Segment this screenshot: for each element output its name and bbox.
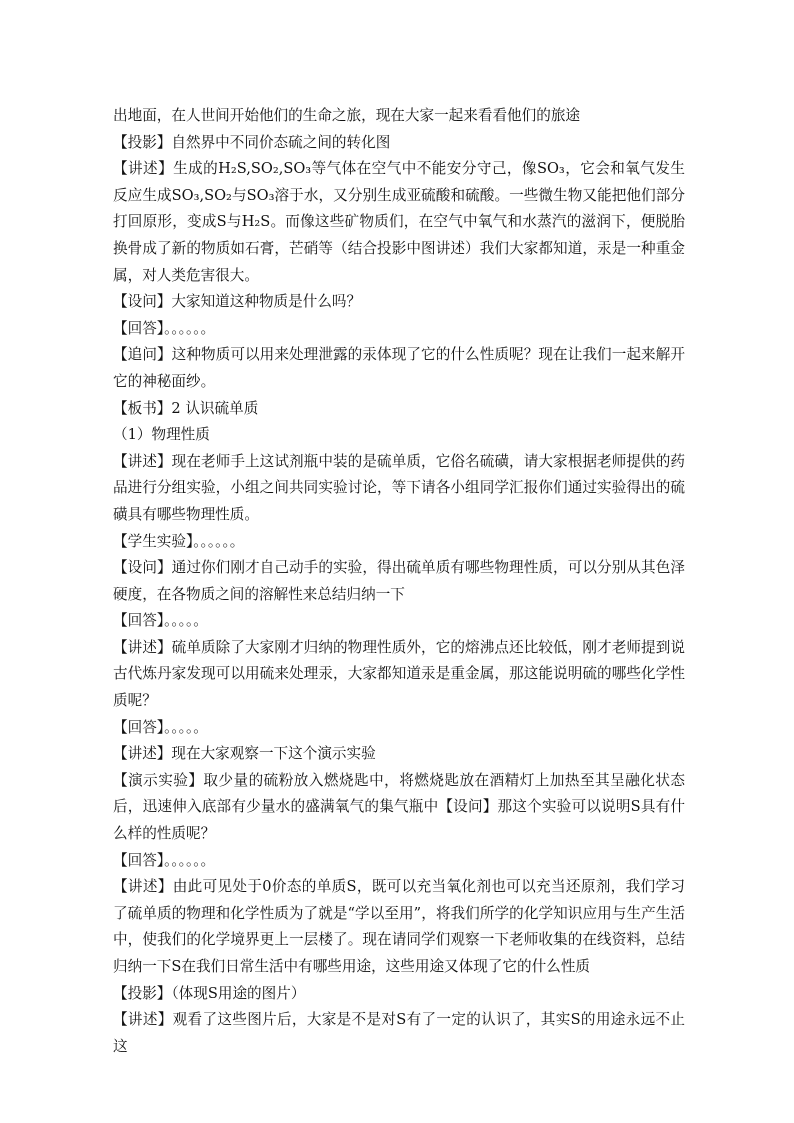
paragraph-intro: 出地面，在人世间开始他们的生命之旅，现在大家一起来看看他们的旅途 xyxy=(113,107,581,124)
paragraph-tag: 【讲述】 xyxy=(113,1011,173,1029)
paragraph-student-experiment: 【学生实验】。。。。。。 xyxy=(113,532,245,550)
paragraph-answer: 【回答】。。。。。 xyxy=(113,612,208,630)
paragraph-projection: 【投影】（体现S用途的图片） xyxy=(113,984,306,1002)
paragraph-subheading: （1）物理性质 xyxy=(113,426,210,444)
paragraph-tag: 【回答】 xyxy=(113,718,165,736)
paragraph-narration: 【讲述】现在大家观察一下这个演示实验 xyxy=(113,745,376,763)
paragraph-tag: 【讲述】 xyxy=(113,452,172,470)
paragraph-tag: 【讲述】 xyxy=(113,745,172,763)
paragraph-answer: 【回答】。。。。。 xyxy=(113,718,208,736)
paragraph-tag: 【投影】 xyxy=(113,984,172,1002)
paragraph-narration: 【讲述】硫单质除了大家刚才归纳的物理性质外，它的熔沸点还比较低，刚才老师提到说古代炼丹家发现可以用硫来处理汞，大家都知道汞是重金属，那这能说明硫的哪些化学性质呢？ xyxy=(113,638,685,710)
paragraph-tag: 【回答】 xyxy=(113,851,165,869)
paragraph-demo-experiment: 【演示实验】取少量的硫粉放入燃烧匙中，将燃烧匙放在酒精灯上加热至其呈融化状态后，迅速伸入底部有少量水的盛满氧气的集气瓶中【设问】那这个实验可以说明S具有什么样的性质呢？ xyxy=(113,771,685,843)
paragraph-question: 【设问】大家知道这种物质是什么吗？ xyxy=(113,293,362,311)
paragraph-tag: 【板书】 xyxy=(113,399,172,417)
paragraph-projection: 【投影】自然界中不同价态硫之间的转化图 xyxy=(113,133,391,151)
paragraph-board: 【板书】2 认识硫单质 xyxy=(113,399,259,417)
paragraph-tag: 【追问】 xyxy=(113,346,172,364)
paragraph-tag: 【讲述】 xyxy=(113,160,174,178)
paragraph-tag: 【学生实验】 xyxy=(113,532,194,550)
paragraph-answer: 【回答】。。。。。。 xyxy=(113,319,216,337)
paragraph-narration: 【讲述】现在老师手上这试剂瓶中装的是硫单质，它俗名硫磺，请大家根据老师提供的药品进行分组实验，小组之间共同实验讨论，等下请各小组同学汇报你们通过实验得出的硫磺具有哪些物理性质。 xyxy=(113,452,685,523)
paragraph-follow-up: 【追问】这种物质可以用来处理泄露的汞体现了它的什么性质呢？现在让我们一起来解开它的神秘面纱。 xyxy=(113,346,685,390)
paragraph-tag: 【投影】 xyxy=(113,133,172,151)
paragraph-narration: 【讲述】生成的H₂S,SO₂,SO₃等气体在空气中不能安分守己，像SO₃，它会和氧气发生反应生成SO₃,SO₂与SO₃溶于水，又分别生成亚硫酸和硫酸。一些微生物又能把他们部分打回原形，变成S与H₂S。而像这些矿物质们，在空气中氧气和水蒸汽的滋润下，便脱胎换骨成了新的物质如石膏，芒硝等（结合投影中图讲述）我们大家都知道，汞是一种重金属，对人类危害很大。 xyxy=(113,160,685,284)
paragraph-narration: 【讲述】观看了这些图片后，大家是不是对S有了一定的认识了，其实S的用途永远不止这 xyxy=(113,1011,685,1055)
paragraph-narration: 【讲述】由此可见处于0价态的单质S，既可以充当氧化剂也可以充当还原剂，我们学习了硫单质的物理和化学性质为了就是“学以至用”，将我们所学的化学知识应用与生产生活中，使我们的化学境界更上一层楼了。现在请同学们观察一下老师收集的在线资料，总结归纳一下S在我们日常生活中有哪些用途，这些用途又体现了它的什么性质 xyxy=(113,878,685,975)
paragraph-tag: 【回答】 xyxy=(113,612,165,630)
paragraph-tag: 【讲述】 xyxy=(113,638,172,656)
paragraph-tag: 【讲述】 xyxy=(113,878,173,896)
document-body xyxy=(113,103,685,1060)
paragraph-tag: 【设问】 xyxy=(113,293,172,311)
paragraph-question: 【设问】通过你们刚才自己动手的实验，得出硫单质有哪些物理性质，可以分别从其色泽硬度，在各物质之间的溶解性来总结归纳一下 xyxy=(113,559,685,603)
paragraph-tag: 【设问】 xyxy=(113,559,172,577)
paragraph-answer: 【回答】。。。。。。 xyxy=(113,851,216,869)
paragraph-tag: 【回答】 xyxy=(113,319,165,337)
paragraph-tag: 【演示实验】 xyxy=(113,771,204,789)
